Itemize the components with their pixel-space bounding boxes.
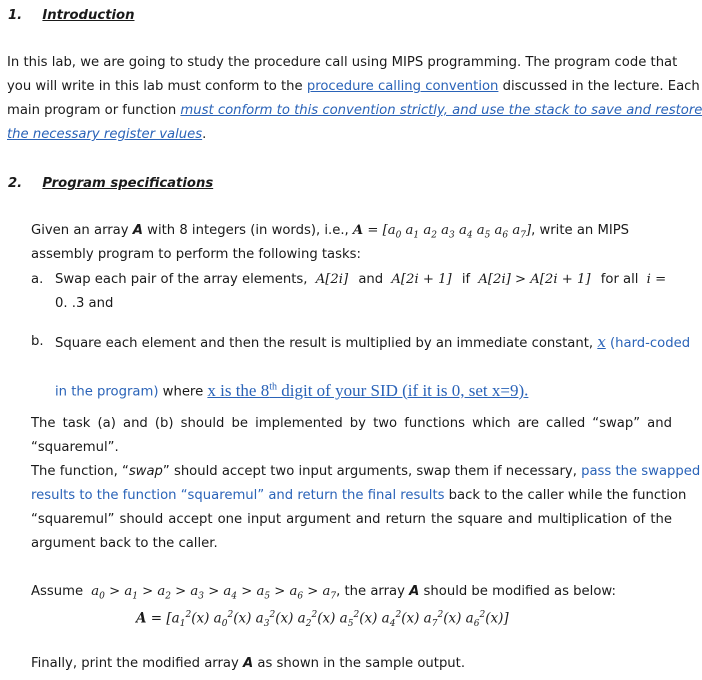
func-line-4: argument back to the caller. bbox=[31, 536, 218, 551]
item-b-line-2: in the program) where x is the 8th digit of your SID (if it is 0, set x=9). bbox=[55, 380, 529, 400]
section-2-number: 2. bbox=[8, 176, 23, 191]
array-definition-math: $A = [a_0$ $a_1$ $a_2$ $a_3$ $a_4$ $a_5$ $a_6$ $a_7$] bbox=[352, 223, 532, 241]
intro-line-2: you will write in this lab must conform to the procedure calling convention discussed in the lecture. Each bbox=[7, 79, 700, 94]
func-line-2: results to the function “squaremul” and return the final results back to the caller while the function bbox=[31, 488, 687, 503]
procedure-calling-convention-link[interactable]: procedure calling convention bbox=[306, 79, 499, 94]
item-a-line-1: Swap each pair of the array elements, A[2i] and A[2i + 1] if A[2i] > A[2i + 1] for all i = bbox=[55, 272, 667, 287]
intro-line-3: main program or function must conform to this convention strictly, and use the stack to save and restore bbox=[7, 103, 702, 118]
modified-array-formula: $A = [a_1^2(x)$ $a_0^2(x)$ $a_3^2(x)$ $a_2^2(x)$ $a_5^2(x)$ $a_4^2(x)$ $a_7^2(x)$ $a_6^2(x)$] bbox=[136, 610, 509, 630]
section-1-title: Introduction bbox=[42, 8, 135, 23]
section-1-heading bbox=[8, 7, 134, 25]
item-b-label: b. bbox=[31, 334, 44, 349]
func-line-1: The function, “swap” should accept two input arguments, swap them if necessary, pass the swapped bbox=[31, 464, 701, 479]
item-a-line-2: 0. .3 and bbox=[55, 296, 114, 311]
ordering-math: $a_0 > a_1 > a_2 > a_3 > a_4 > a_5 > a_6 > a_7$ bbox=[91, 584, 337, 602]
item-b-line-1: Square each element and then the result is multiplied by an immediate constant, x (hard-coded bbox=[55, 333, 691, 351]
assume-line: Assume $a_0 > a_1 > a_2 > a_3 > a_4 > a_5 > a_6 > a_7$, the array A should be modified as below: bbox=[31, 584, 616, 602]
section-2-title: Program specifications bbox=[42, 176, 214, 191]
task-line-2: “squaremul”. bbox=[31, 440, 119, 455]
given-line-1: Given an array A with 8 integers (in words), i.e., $A = [a_0$ $a_1$ $a_2$ $a_3$ $a_4$ $a_5$ $a_6$ $a_7$], write an MIPS bbox=[31, 223, 630, 241]
section-2-heading bbox=[8, 175, 213, 193]
convention-strictly-link[interactable]: must conform to this convention strictly, and use the stack to save and restore bbox=[180, 103, 702, 118]
task-line-1: The task (a) and (b) should be implemented by two functions which are called “swap” and bbox=[31, 416, 672, 431]
given-line-2: assembly program to perform the following tasks: bbox=[31, 247, 361, 262]
intro-line-4: the necessary register values. bbox=[7, 127, 207, 142]
intro-line-1: In this lab, we are going to study the procedure call using MIPS programming. The program code that bbox=[7, 55, 678, 70]
item-a-label: a. bbox=[31, 272, 44, 287]
func-line-3: “squaremul” should accept one input argument and return the square and multiplication of the bbox=[31, 512, 672, 527]
section-1-number: 1. bbox=[8, 8, 23, 23]
register-values-link[interactable]: the necessary register values bbox=[7, 127, 203, 142]
final-line: Finally, print the modified array A as shown in the sample output. bbox=[31, 656, 466, 671]
sid-digit-rule: x is the 8th digit of your SID (if it is 0, set x=9) bbox=[207, 380, 525, 400]
